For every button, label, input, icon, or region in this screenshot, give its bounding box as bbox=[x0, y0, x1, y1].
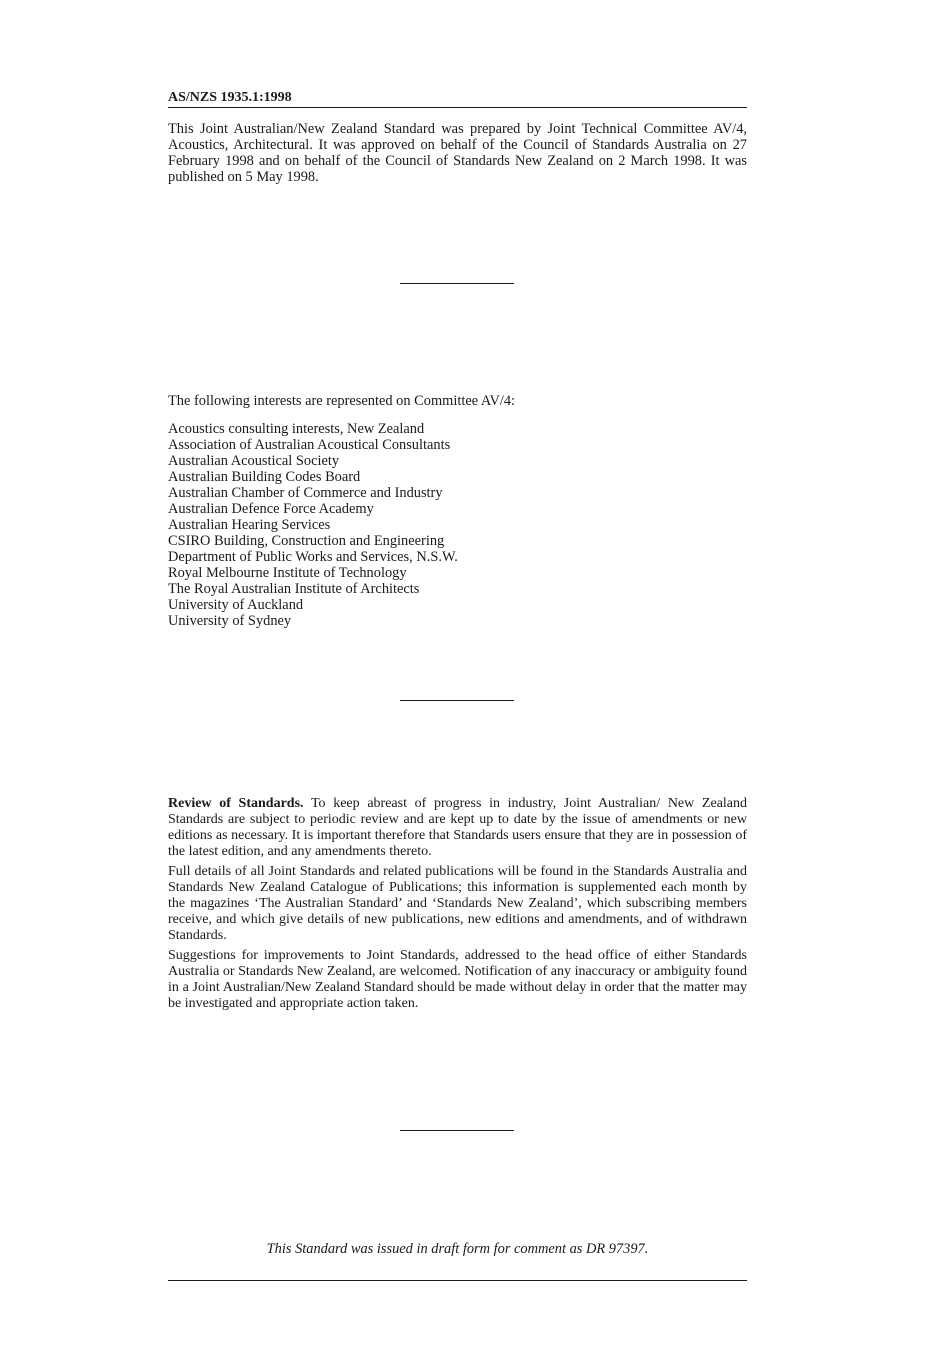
list-item: CSIRO Building, Construction and Engineering bbox=[168, 533, 445, 549]
standard-designation: AS/NZS 1935.1:1998 bbox=[168, 89, 747, 108]
section-divider bbox=[400, 1130, 514, 1131]
list-item: Department of Public Works and Services, N.S.W. bbox=[168, 549, 458, 565]
preparation-statement: This Joint Australian/New Zealand Standard was prepared by Joint Technical Committee AV/4, Acoustics, Architectural. It was approved on behalf of the Council of Standards Australia on 27 February 1998 and on behalf of the Council of Standards New Zealand on 2 March 1998. It was published on 5 May 1998. bbox=[168, 121, 747, 185]
review-paragraph-3: Suggestions for improvements to Joint Standards, addressed to the head office of either Standards Australia or Standards New Zealand, are welcomed. Notification of any inaccuracy or ambiguity found in a Joint Australian/New Zealand Standard should be made without delay in order that the matter may be investigated and appropriate action taken. bbox=[168, 948, 747, 1011]
committee-interests bbox=[168, 393, 747, 629]
list-item: Acoustics consulting interests, New Zealand bbox=[168, 421, 425, 437]
list-item: University of Auckland bbox=[168, 597, 304, 613]
document-page bbox=[168, 0, 747, 1345]
interests-list bbox=[168, 421, 747, 629]
review-paragraph-1 bbox=[168, 796, 747, 860]
list-item: Australian Defence Force Academy bbox=[168, 501, 374, 517]
interests-heading: The following interests are represented on Committee AV/4: bbox=[168, 393, 516, 409]
list-item: Australian Hearing Services bbox=[168, 517, 331, 533]
list-item: Australian Building Codes Board bbox=[168, 469, 361, 485]
list-item: Association of Australian Acoustical Consultants bbox=[168, 437, 451, 453]
section-divider bbox=[400, 700, 514, 701]
review-text-1: To keep abreast of progress in industry, Joint Australian/ New Zealand Standards are subject to periodic review and are kept up to date by the issue of amendments or new editions as necessary. It is important therefore that Standards users ensure that they are in possession of the latest edition, and any amendments thereto. bbox=[168, 796, 748, 859]
list-item: Australian Chamber of Commerce and Industry bbox=[168, 485, 443, 501]
review-paragraph-2: Full details of all Joint Standards and related publications will be found in the Standards Australia and Standards New Zealand Catalogue of Publications; this information is supplemented each month by the magazines ‘The Australian Standard’ and ‘Standards New Zealand’, which subscribing members receive, and which give details of new publications, new editions and amendments, and of withdrawn Standards. bbox=[168, 864, 747, 943]
list-item: University of Sydney bbox=[168, 613, 292, 629]
list-item: Australian Acoustical Society bbox=[168, 453, 340, 469]
draft-note: This Standard was issued in draft form for comment as DR 97397. bbox=[266, 1241, 649, 1257]
review-lead: Review of Standards. bbox=[168, 796, 304, 811]
review-of-standards bbox=[168, 796, 747, 1012]
list-item: Royal Melbourne Institute of Technology bbox=[168, 565, 407, 581]
footer-rule bbox=[168, 1280, 747, 1281]
list-item: The Royal Australian Institute of Architects bbox=[168, 581, 420, 597]
section-divider bbox=[400, 283, 514, 284]
